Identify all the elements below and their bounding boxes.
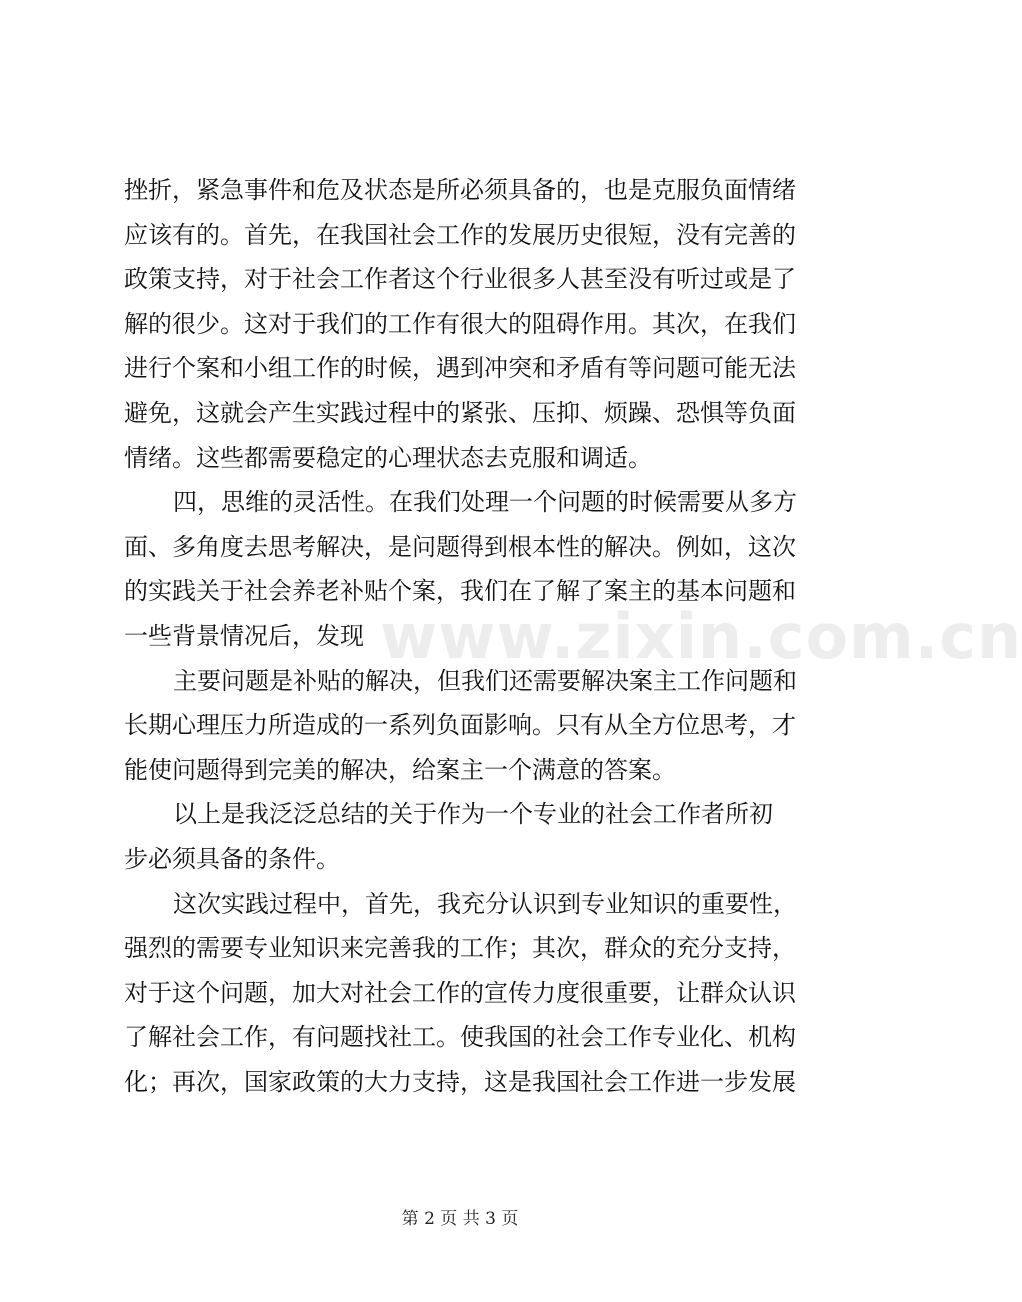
text-line: 面、多角度去思考解决，是问题得到根本性的解决。例如，这次 xyxy=(124,532,796,561)
text-line: 步必须具备的条件。 xyxy=(124,844,340,873)
text-line: 挫折，紧急事件和危及状态是所必须具备的，也是克服负面情绪 xyxy=(124,176,796,204)
text-line: 避免，这就会产生实践过程中的紧张、压抑、烦躁、恐惧等负面 xyxy=(124,398,796,427)
paragraph-start-line: 以上是我泛泛总结的关于作为一个专业的社会工作者所初 xyxy=(173,800,773,829)
paragraph-start-line: 四，思维的灵活性。在我们处理一个问题的时候需要从多方 xyxy=(173,488,797,517)
text-line: 应该有的。首先，在我国社会工作的发展历史很短，没有完善的 xyxy=(124,220,796,249)
body-text xyxy=(124,168,800,1104)
page-footer: 第 2 页 共 3 页 xyxy=(401,1209,519,1229)
text-line: 了解社会工作，有问题找社工。使我国的社会工作专业化、机构 xyxy=(124,1023,796,1052)
text-line: 能使问题得到完美的解决，给案主一个满意的答案。 xyxy=(124,755,676,784)
text-line: 政策支持，对于社会工作者这个行业很多人甚至没有听过或是了 xyxy=(124,265,796,294)
text-line: 一些背景情况后，发现 xyxy=(124,621,364,650)
paragraph-start-line: 主要问题是补贴的解决，但我们还需要解决案主工作问题和 xyxy=(173,666,797,695)
text-line: 对于这个问题，加大对社会工作的宣传力度很重要，让群众认识 xyxy=(124,978,796,1007)
text-line: 强烈的需要专业知识来完善我的工作；其次，群众的充分支持， xyxy=(124,934,796,963)
text-line: 进行个案和小组工作的时候，遇到冲突和矛盾有等问题可能无法 xyxy=(124,354,796,383)
text-line: 长期心理压力所造成的一系列负面影响。只有从全方位思考，才 xyxy=(124,711,796,740)
watermark: www.zixin.com.cn xyxy=(380,600,1022,673)
paragraph-start-line: 这次实践过程中，首先，我充分认识到专业知识的重要性， xyxy=(173,889,797,918)
text-line: 的实践关于社会养老补贴个案，我们在了解了案主的基本问题和 xyxy=(124,577,796,606)
text-line: 化；再次，国家政策的大力支持，这是我国社会工作进一步发展 xyxy=(124,1067,796,1096)
text-line: 情绪。这些都需要稳定的心理状态去克服和调适。 xyxy=(124,443,652,472)
text-line: 解的很少。这对于我们的工作有很大的阻碍作用。其次，在我们 xyxy=(124,309,796,338)
